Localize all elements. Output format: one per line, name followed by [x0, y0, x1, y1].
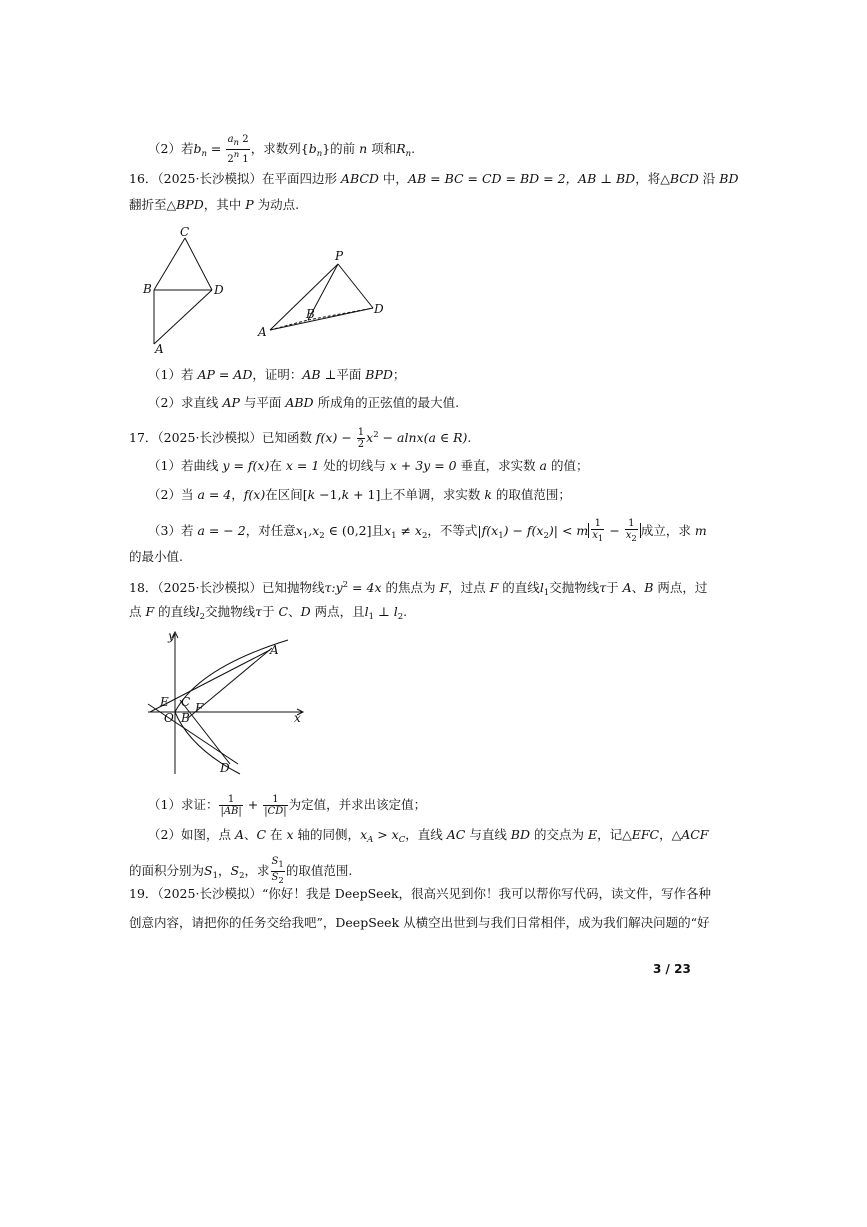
text: ，过点	[448, 580, 490, 595]
text: （1）求证：	[148, 797, 219, 812]
text: ，求	[244, 863, 270, 878]
math: f(x)	[243, 487, 266, 502]
math: S	[271, 856, 279, 867]
math: 2	[357, 439, 365, 450]
math: −1,	[315, 487, 342, 502]
text: ⊥平面	[320, 367, 366, 382]
q18-line2	[129, 603, 407, 626]
math: B	[644, 580, 654, 595]
math: b	[308, 141, 317, 156]
math: k	[484, 487, 492, 502]
text: 的取值范围；	[491, 487, 571, 502]
math: 1	[263, 794, 287, 806]
text: 交抛物线	[549, 580, 600, 595]
math: b	[193, 141, 202, 156]
label-a: A	[155, 342, 164, 356]
q19-line1	[129, 885, 711, 903]
math-sup: n	[233, 150, 240, 160]
math: A	[234, 827, 244, 842]
math: AP = AD	[197, 367, 253, 382]
math: 1	[239, 154, 249, 165]
label-x: x	[294, 711, 301, 725]
math: x	[384, 523, 392, 538]
page-number: 3 / 23	[653, 962, 691, 976]
q18-part1	[148, 794, 426, 817]
text: 的面积分别为	[129, 863, 205, 878]
math: x	[295, 523, 303, 538]
fig-line	[338, 264, 373, 308]
math-sub: C	[398, 835, 406, 845]
math: S	[271, 872, 279, 883]
math: R	[396, 141, 406, 156]
text: ，不等式|	[427, 523, 482, 538]
math: x	[625, 530, 632, 541]
math: m	[694, 523, 707, 538]
fig-line	[185, 238, 212, 290]
math: BPD	[365, 367, 393, 382]
math-sub: 2	[543, 531, 549, 541]
math: l	[364, 604, 369, 619]
text: 17．（2025·长沙模拟）已知函数	[129, 430, 316, 445]
math-sub: 2	[631, 534, 637, 544]
math: =	[206, 141, 226, 156]
math: BPD	[176, 197, 204, 212]
math: 1	[219, 794, 242, 806]
text: 的值；	[547, 458, 589, 473]
text: ，将△	[635, 171, 670, 186]
q18-part2-cont	[129, 856, 352, 887]
math: y = f(x)	[222, 458, 270, 473]
math: ABCD	[340, 171, 379, 186]
text: （2）当	[148, 487, 198, 502]
text: ；	[392, 367, 406, 382]
math-sub: n	[201, 149, 207, 159]
math: a	[539, 458, 547, 473]
math: τ:y	[324, 580, 343, 595]
text: 与直线	[465, 827, 511, 842]
text: ，对任意	[245, 523, 296, 538]
math-sub: 1	[278, 860, 284, 870]
math: 1	[357, 427, 365, 438]
fraction	[219, 794, 242, 817]
text: 16．（2025·长沙模拟）在平面四边形	[129, 171, 341, 186]
q16-line2	[129, 196, 299, 214]
math: τ	[255, 604, 263, 619]
text: 创意内容，请把你的任务交给我吧”，DeepSeek 从横空出世到与我们日常相伴，成为我们解决问题的“好	[129, 915, 710, 930]
math: BD	[719, 171, 739, 186]
text: 的交点为	[530, 827, 588, 842]
math: x	[286, 827, 294, 842]
q18-part2	[148, 826, 708, 849]
math: |AB|	[220, 806, 242, 817]
text: 、	[243, 827, 257, 842]
math: ,x	[308, 523, 320, 538]
text: }的前	[322, 141, 360, 156]
label-d: D	[374, 302, 384, 316]
q18-line1	[129, 576, 707, 602]
fig-line	[154, 290, 212, 344]
q18-figure	[140, 628, 315, 778]
math-sub: 1	[391, 531, 397, 541]
math-sup: 2	[373, 430, 379, 440]
math: a = − 2	[197, 523, 246, 538]
text: ，记△	[597, 827, 632, 842]
text: 的直线	[154, 604, 196, 619]
math: 2	[239, 134, 249, 145]
text: 沿	[698, 171, 720, 186]
math: ⊥ l	[374, 604, 398, 619]
fraction	[591, 518, 604, 545]
text: 两点，且	[310, 604, 365, 619]
label-d: D	[220, 761, 230, 775]
text: 于	[262, 604, 279, 619]
math: k	[307, 487, 316, 502]
q17-line1	[129, 426, 471, 450]
q17-part3-cont	[129, 548, 183, 566]
text: ，证明：	[252, 367, 303, 382]
fig-line	[270, 264, 338, 330]
text: 垂直，求实数	[456, 458, 540, 473]
line-bd	[148, 704, 238, 764]
text: ，其中	[203, 197, 246, 212]
math: n	[359, 141, 368, 156]
math: S	[204, 863, 213, 878]
text: 18．（2025·长沙模拟）已知抛物线	[129, 580, 325, 595]
math: )	[548, 523, 554, 538]
math: S	[230, 863, 240, 878]
q16-part1	[148, 366, 405, 384]
label-f: F	[195, 701, 204, 715]
math: AC	[446, 827, 466, 842]
math-sub: 2	[319, 531, 325, 541]
math: f(x	[481, 523, 499, 538]
text: 所成角的正弦值的最大值.	[313, 395, 460, 410]
text: （3）若	[148, 523, 198, 538]
math: ACF	[681, 827, 709, 842]
fraction	[271, 856, 285, 887]
math: AB	[302, 367, 321, 382]
math: D	[300, 604, 311, 619]
text: 的最小值.	[129, 549, 183, 564]
math: 2	[227, 154, 234, 165]
math-sub: A	[367, 835, 374, 845]
math-sub: 1	[368, 612, 375, 622]
line-cd	[180, 700, 230, 764]
fraction	[226, 134, 249, 165]
text: 为定值，并求出该定值；	[288, 797, 427, 812]
text: 项和	[367, 141, 397, 156]
label-c: C	[181, 695, 191, 709]
text: 、	[288, 604, 301, 619]
math: ) − f(x	[503, 523, 544, 538]
math: +	[243, 797, 263, 812]
text: 与平面	[239, 395, 286, 410]
math-sub: 1	[498, 531, 504, 541]
math: BCD	[669, 171, 699, 186]
math-sub: n	[233, 138, 240, 148]
label-p: P	[335, 249, 344, 263]
text: （1）若	[148, 367, 198, 382]
text: 交抛物线	[205, 604, 256, 619]
math: P	[245, 197, 254, 212]
text: 于	[606, 580, 623, 595]
text: 在	[269, 458, 286, 473]
fraction	[625, 518, 638, 545]
text: .	[403, 604, 408, 619]
math-sub: 2	[421, 531, 428, 541]
text: （2）若	[148, 141, 194, 156]
text: 在区间[	[265, 487, 308, 502]
text: 两点，过	[653, 580, 708, 595]
math-sub: 1	[597, 534, 604, 544]
math: AB = BC = CD = BD = 2，AB ⊥ BD	[407, 171, 636, 186]
math-sub: 1	[212, 871, 219, 881]
math: m	[576, 523, 589, 538]
text: 处的切线与	[319, 458, 390, 473]
text: ，直线	[405, 827, 447, 842]
math-sub: n	[316, 149, 323, 159]
text: 点	[129, 604, 146, 619]
text: ，	[218, 863, 231, 878]
text: （1）若曲线	[148, 458, 223, 473]
math: = 4x	[348, 580, 382, 595]
fraction	[357, 427, 365, 450]
math-sub: 2	[397, 612, 404, 622]
text: 翻折至△	[129, 197, 177, 212]
text: ，	[231, 487, 244, 502]
math: C	[256, 827, 267, 842]
math-sub: 2	[239, 871, 245, 881]
math: F	[489, 580, 499, 595]
q17-part1	[148, 457, 588, 475]
math-sub: n	[405, 149, 412, 159]
text: 在	[266, 827, 287, 842]
fig-dashed-line	[308, 308, 373, 320]
math: E	[587, 827, 598, 842]
math: l	[539, 580, 544, 595]
fig-line	[154, 238, 185, 290]
math: BD	[510, 827, 531, 842]
math: −	[605, 523, 624, 538]
label-c: C	[180, 225, 190, 239]
label-e: E	[160, 695, 169, 709]
math: | <	[553, 523, 577, 538]
math: τ	[599, 580, 607, 595]
text: 为动点.	[253, 197, 300, 212]
math-sub: 1	[302, 531, 309, 541]
math: C	[278, 604, 289, 619]
q15-part2-line	[148, 134, 415, 165]
text: 、	[631, 580, 645, 595]
math: F	[145, 604, 155, 619]
math: l	[195, 604, 200, 619]
label-a: A	[270, 643, 279, 657]
math: EFC	[631, 827, 660, 842]
label-o: O	[164, 711, 174, 725]
fraction	[263, 794, 287, 817]
q16-part2	[148, 394, 459, 412]
q16-figure	[140, 222, 400, 357]
math: > x	[373, 827, 399, 842]
math: x + 3y = 0	[389, 458, 457, 473]
math: |CD|	[264, 806, 287, 817]
math-sub: 2	[199, 612, 206, 622]
math: A	[622, 580, 632, 595]
math: ≠ x	[396, 523, 422, 538]
label-y: y	[168, 629, 175, 643]
label-b: B	[306, 307, 315, 321]
math: a = 4	[197, 487, 232, 502]
math: F	[439, 580, 449, 595]
math: a	[227, 134, 234, 145]
math-sub: 2	[278, 876, 284, 886]
q19-line2	[129, 914, 710, 932]
text: 轴的同侧，	[293, 827, 361, 842]
text: 成立，求	[640, 523, 695, 538]
text: 的直线	[498, 580, 540, 595]
label-d: D	[214, 283, 224, 297]
label-a: A	[258, 325, 267, 339]
q17-part3	[148, 518, 707, 545]
q16-line1	[129, 170, 739, 188]
label-b: B	[143, 282, 152, 296]
math: 1	[591, 518, 604, 530]
text: （2）求直线	[148, 395, 223, 410]
math: f(x) −	[315, 430, 356, 445]
math-sup: 2	[342, 580, 349, 590]
text: + 1]上不单调，求实数	[349, 487, 485, 502]
text: 的取值范围.	[285, 863, 353, 878]
math: − alnx(a ∈ R).	[378, 430, 472, 445]
abs-expression	[588, 518, 641, 544]
q17-part2	[148, 486, 571, 504]
text: ，△	[659, 827, 682, 842]
math: k	[341, 487, 350, 502]
math: x = 1	[285, 458, 320, 473]
label-b: B	[181, 711, 190, 725]
text: 19．（2025·长沙模拟）“你好！我是 DeepSeek，很高兴见到你！我可以帮你写代码，读文件，写作各种	[129, 886, 712, 901]
text: ，求数列{	[250, 141, 309, 156]
math: x	[366, 430, 374, 445]
text: .	[411, 141, 416, 156]
math: ABD	[285, 395, 314, 410]
math-sub: 1	[543, 588, 550, 598]
text: （2）如图，点	[148, 827, 235, 842]
math: 1	[625, 518, 638, 530]
text: 中，	[378, 171, 408, 186]
text: 的焦点为	[381, 580, 440, 595]
parabola	[175, 640, 288, 774]
math: x	[592, 530, 598, 541]
math: x	[360, 827, 368, 842]
math: AP	[222, 395, 240, 410]
math: ∈ (0,2]且	[324, 523, 385, 538]
